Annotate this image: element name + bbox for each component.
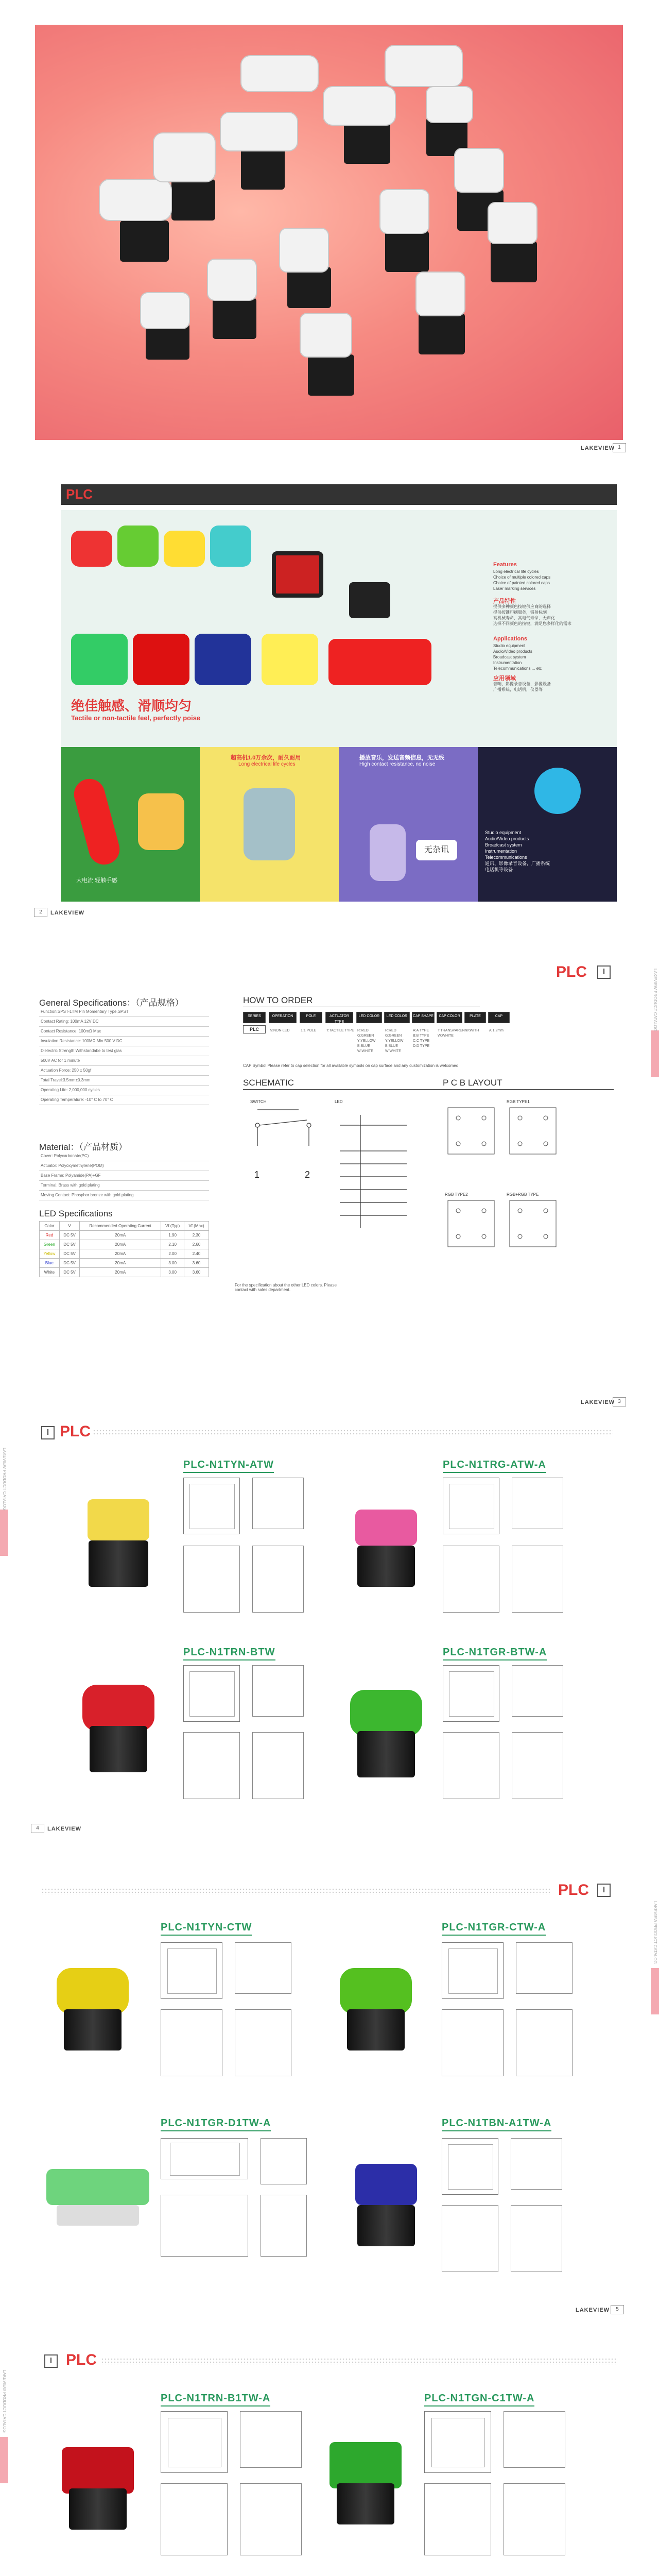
drawing-front-view [183, 1732, 240, 1799]
brand-logo: LAKEVIEW [576, 2307, 610, 2313]
how-col-series: SERIES [243, 1012, 266, 1023]
drawing-side-view [512, 1478, 563, 1529]
table-header: V [59, 1222, 80, 1231]
drawing-pin-view [252, 1732, 304, 1799]
apps-text: Studio equipment Audio/Video products Broadcast system Instrumentation Telecommunications ... etc [493, 643, 542, 671]
page6-dot-bar [101, 2358, 616, 2365]
table-row [39, 1065, 209, 1075]
table-row [40, 1259, 209, 1268]
spec-cell: Dielectric Strength:Withstandabe to test glas [39, 1046, 209, 1056]
side-text: LAKEVIEW PRODUCT CATALOG [653, 1901, 657, 1964]
drawing-top-view [442, 1942, 504, 1999]
table-row [40, 1249, 209, 1259]
panel-yellow [200, 747, 339, 902]
table-row [39, 1056, 209, 1065]
table-cell: DC 5V [59, 1240, 80, 1249]
drawing-front-view [442, 2009, 504, 2076]
features-text: Long electrical life cycles Choice of multiple colored caps Choice of painted colored caps Laser marking services [493, 569, 551, 591]
product-red-rect [328, 639, 431, 685]
drawing-pin-view [504, 2483, 565, 2555]
page-number: 4 [31, 1824, 44, 1833]
led-spec-table [39, 1221, 209, 1277]
apps-title: Applications [493, 636, 528, 642]
how-col-operation: OPERATION [269, 1012, 297, 1023]
general-spec-title: General Specifications：（产品规格） [39, 998, 184, 1008]
side-marker [0, 1510, 8, 1556]
product-green-cap [350, 1690, 422, 1736]
how-col-cap-shape: CAP SHAPE [412, 1012, 435, 1023]
table-row [39, 1190, 209, 1200]
drawing-pin-view [516, 2009, 573, 2076]
product-pink-cap [355, 1510, 417, 1546]
drawing-pin-view [261, 2195, 307, 2257]
cn-features-title: 产品特性 [493, 598, 516, 604]
page-number: 1 [613, 443, 626, 452]
product-red-cap [82, 1685, 154, 1731]
spec-cell: 500V AC for 1 minute [39, 1056, 209, 1065]
table-row [40, 1268, 209, 1277]
product-body [357, 1546, 415, 1587]
drawing-pin-view [512, 1732, 563, 1799]
product-green-cap [330, 2442, 402, 2488]
drawing-front-view [442, 2205, 498, 2272]
panel1-button [71, 775, 123, 868]
slogan-en: Tactile or non-tactile feel, perfectly poise [71, 714, 201, 722]
led-label: LED [335, 1099, 343, 1104]
spec-cell: Actuation Force: 250 ± 50gf [39, 1065, 209, 1075]
product-body [64, 2009, 122, 2050]
led-color-yellow: Yellow [40, 1249, 60, 1259]
material-cell: Moving Contact: Phosphor bronze with gold plating [39, 1190, 209, 1200]
how-value-cap-color: T:TRANSPARENT W:WHITE [438, 1029, 467, 1038]
model-title-4: PLC-N1TBN-A1TW-A [442, 2117, 551, 2131]
table-cell: 2.10 [161, 1240, 184, 1249]
spec-cell: Contact Rating: 100mA 12V DC [39, 1016, 209, 1026]
product-black-yellow-cap [349, 582, 390, 618]
how-col-cap: CAP [488, 1012, 510, 1023]
table-cell: 3.60 [184, 1259, 209, 1268]
drawing-side-view [235, 1942, 291, 1994]
drawing-pin-view [252, 1546, 304, 1613]
material-cell: Base Frame: Polyamide(PA)+GF [39, 1171, 209, 1180]
table-header: Vf (Typ) [161, 1222, 184, 1231]
page-4 [0, 1417, 659, 1870]
product-body [347, 2009, 405, 2050]
table-cell: 2.00 [161, 1249, 184, 1259]
model-title-2: PLC-N1TGN-C1TW-A [424, 2393, 534, 2406]
led-color-blue: Blue [40, 1259, 60, 1268]
table-cell: 2.40 [184, 1249, 209, 1259]
schematic-diagram [247, 1105, 422, 1239]
product-blue-square [195, 634, 251, 685]
table-cell: 3.60 [184, 1268, 209, 1277]
panel1-caption: 大电流 轻触手感 [76, 877, 118, 884]
hero-image [35, 25, 623, 440]
product-green-square [71, 634, 128, 685]
product-panel [61, 510, 617, 747]
how-value-led2: R:RED G:GREEN Y:YELLOW B:BLUE W:WHITE [385, 1029, 404, 1053]
cn-apps-title: 应用领域 [493, 675, 516, 682]
page-number: 2 [34, 908, 47, 917]
material-cell: Cover: Polycarbonate(PC) [39, 1151, 209, 1161]
product-body [69, 2488, 127, 2530]
drawing-front-view [161, 2195, 248, 2257]
model-title-3: PLC-N1TRN-BTW [183, 1647, 275, 1660]
table-header: Color [40, 1222, 60, 1231]
product-body [357, 1731, 415, 1777]
panel3-badge: 无杂讯 [416, 840, 457, 860]
material-title: Material：（产品材质） [39, 1142, 127, 1152]
schematic-pin-1: 1 [254, 1170, 260, 1180]
how-value-actuator: T:TACTILE TYPE [326, 1029, 354, 1032]
page4-plc-tag: PLC [60, 1423, 91, 1440]
led-spec-title: LED Specifications [39, 1209, 113, 1218]
drawing-top-view [161, 1942, 222, 1999]
table-row [40, 1231, 209, 1240]
side-text: LAKEVIEW PRODUCT CATALOG [2, 2370, 7, 2433]
table-row [39, 1151, 209, 1161]
drawing-top-view [161, 2138, 248, 2179]
side-marker [651, 1968, 659, 2014]
drawing-side-view [512, 1665, 563, 1717]
page-6 [0, 2329, 659, 2576]
page-5 [0, 1870, 659, 2329]
table-cell: 3.00 [161, 1268, 184, 1277]
panel3-caption-cn: 播放音乐，发送音频信息，无无线 [359, 755, 444, 761]
page4-dot-bar [93, 1429, 613, 1436]
product-teal-cap [210, 526, 251, 567]
drawing-pin-view [240, 2483, 302, 2555]
table-row [39, 1171, 209, 1180]
material-cell: Actuator: Polyoxymethylene(POM) [39, 1161, 209, 1171]
drawing-front-view [443, 1546, 499, 1613]
product-red-cap [71, 531, 112, 567]
spec-cell: Operating Temperature: -10° C to 70° C [39, 1095, 209, 1105]
table-row [39, 1095, 209, 1105]
panel-purple [339, 747, 478, 902]
drawing-pin-view [511, 2205, 562, 2272]
panel2-robot [244, 788, 295, 860]
material-table [39, 1151, 209, 1200]
how-note: CAP Symbol:Please refer to cap selection for all available symbols on cap surface and any customization is welcomed. [243, 1063, 460, 1068]
led-color-green: Green [40, 1240, 60, 1249]
table-row [39, 1036, 209, 1046]
table-cell: 20mA [80, 1259, 161, 1268]
drawing-top-view [424, 2411, 491, 2473]
side-marker [651, 1030, 659, 1077]
product-green-cap [340, 1968, 412, 2014]
table-cell: 1.90 [161, 1231, 184, 1240]
how-value-operation: N:NON-LED [270, 1029, 290, 1032]
drawing-front-view [424, 2483, 491, 2555]
drawing-side-view [516, 1942, 573, 1994]
table-header: Vf (Max) [184, 1222, 209, 1231]
product-yellow-cap [164, 531, 205, 567]
rgb-type3-label: RGB+RGB TYPE [507, 1192, 539, 1197]
table-cell: DC 5V [59, 1259, 80, 1268]
how-value-cap-shape: A:A TYPE B:B TYPE C:C TYPE D:D TYPE [413, 1029, 430, 1048]
how-value-pole: 1:1 POLE [301, 1029, 317, 1032]
schematic-title: SCHEMATIC [243, 1078, 294, 1088]
how-col-led-color-2: LED COLOR [384, 1012, 410, 1023]
how-value-led1: R:RED G:GREEN Y:YELLOW B:BLUE W:WHITE [357, 1029, 376, 1053]
spec-cell: Insulation Resistance: 100MΩ Min 500 V DC [39, 1036, 209, 1046]
page-number: 3 [613, 1397, 626, 1406]
product-body [357, 2205, 415, 2246]
how-value-plate: W:WITH [465, 1029, 479, 1032]
model-title-3: PLC-N1TGR-D1TW-A [161, 2117, 271, 2131]
spec-cell: Function:SPST-1TM Pin Momentary Type,SPST [39, 1007, 209, 1016]
page-number: 5 [611, 2305, 624, 2314]
side-marker [0, 2437, 8, 2483]
panel-dark [478, 747, 617, 902]
drawing-side-view [252, 1478, 304, 1529]
panel2-caption-en: Long electrical life cycles [238, 761, 296, 767]
page5-dot-bar [41, 1888, 551, 1895]
model-title-4: PLC-N1TGR-BTW-A [443, 1647, 547, 1660]
table-row [39, 1016, 209, 1026]
how-col-pole: POLE [300, 1012, 322, 1023]
table-row [39, 1161, 209, 1171]
model-title-2: PLC-N1TGR-CTW-A [442, 1922, 546, 1936]
drawing-top-view [443, 1478, 499, 1534]
page5-plc-tag: PLC [558, 1882, 589, 1899]
drawing-front-view [183, 1546, 240, 1613]
table-row [40, 1240, 209, 1249]
drawing-front-view [443, 1732, 499, 1799]
page2-plc-label: PLC [66, 486, 93, 502]
led-note: For the specification about the other LED colors. Please contact with sales department. [235, 1283, 337, 1292]
page6-plc-tag: PLC [66, 2351, 97, 2368]
drawing-top-view [161, 2411, 228, 2473]
spec-cell: Contact Resistance: 100mΩ Max [39, 1026, 209, 1036]
panel4-text: Studio equipment Audio/Video products Broadcast system Instrumentation Telecommunications 通讯、影像录音设备，广播系统 电话机等设备 [485, 830, 550, 872]
pcb-layout-diagram [443, 1097, 613, 1273]
material-cell: Terminal: Brass with gold plating [39, 1180, 209, 1190]
panel3-caption-en: High contact resistance, no noise [359, 761, 436, 767]
table-row [39, 1007, 209, 1016]
table-row [39, 1046, 209, 1056]
how-to-order-title: HOW TO ORDER [243, 995, 313, 1005]
how-col-actuator: ACTUATOR TYPE [325, 1012, 353, 1023]
how-col-led-color-1: LED COLOR [356, 1012, 382, 1023]
product-black-red-cap [272, 551, 323, 598]
schematic-underline [243, 1089, 614, 1090]
product-red-cap [62, 2447, 134, 2494]
panel2-caption-cn: 超高机1.0万余次，耐久耐用 [231, 755, 301, 761]
drawing-side-view [252, 1665, 304, 1717]
page2-header-bar [61, 484, 617, 505]
product-body [337, 2483, 394, 2524]
product-blue-cap [355, 2164, 417, 2205]
cn-features-text: 提供多种颜色按键供应商的选择 提供按键印刷服务，镭射标刻 高机械寿命，高电气寿命，无声化 选择不同颜色的按键，满足您多样化的需求 [493, 604, 571, 626]
table-cell: DC 5V [59, 1268, 80, 1277]
pcb-title: P C B LAYOUT [443, 1078, 502, 1088]
table-cell: 20mA [80, 1268, 161, 1277]
spec-cell: Total Travel:3.5mm±0.3mm [39, 1075, 209, 1085]
drawing-side-view [511, 2138, 562, 2190]
spec-cell: Operating Life: 2,000,000 cycles [39, 1085, 209, 1095]
table-cell: DC 5V [59, 1249, 80, 1259]
slogan-cn: 绝佳触感、滑顺均匀 [71, 698, 192, 714]
table-row [39, 1075, 209, 1085]
page5-plc-box: I [597, 1884, 611, 1897]
model-title-1: PLC-N1TYN-ATW [183, 1459, 274, 1473]
product-green-cap [117, 526, 159, 567]
side-text: LAKEVIEW PRODUCT CATALOG [2, 1448, 7, 1511]
table-cell: 20mA [80, 1240, 161, 1249]
page3-plc-box: I [597, 965, 611, 979]
model-title-1: PLC-N1TYN-CTW [161, 1922, 252, 1936]
model-title-1: PLC-N1TRN-B1TW-A [161, 2393, 270, 2406]
page3-plc-tag: PLC [556, 963, 587, 980]
table-cell: 20mA [80, 1249, 161, 1259]
general-spec-table [39, 1007, 209, 1105]
panel4-circle [534, 768, 581, 814]
side-text: LAKEVIEW PRODUCT CATALOG [653, 969, 657, 1031]
drawing-pin-view [512, 1546, 563, 1613]
panel3-robot [370, 824, 406, 881]
table-row [39, 1026, 209, 1036]
drawing-top-view [183, 1665, 240, 1722]
product-yellow-cap [57, 1968, 129, 2014]
product-body [90, 1726, 147, 1772]
rgb-type2-label: RGB TYPE2 [445, 1192, 468, 1197]
brand-logo: LAKEVIEW [581, 445, 615, 451]
drawing-side-view [504, 2411, 565, 2468]
drawing-front-view [161, 2483, 228, 2555]
product-yellow-square [262, 634, 318, 685]
switch-label: SWITCH [250, 1099, 267, 1104]
page-3 [0, 953, 659, 1417]
product-red-square [133, 634, 189, 685]
table-row [39, 1180, 209, 1190]
cn-apps-text: 音响、影像录音设备，影像设备 广播系统，电话机，仪器等 [493, 682, 551, 692]
brand-logo: LAKEVIEW [581, 1399, 615, 1405]
table-header-row [40, 1222, 209, 1231]
drawing-side-view [240, 2411, 302, 2468]
drawing-top-view [183, 1478, 240, 1534]
led-color-red: Red [40, 1231, 60, 1240]
panel1-robot [138, 793, 184, 850]
drawing-top-view [443, 1665, 499, 1722]
product-body [57, 2205, 139, 2226]
table-cell: 2.60 [184, 1240, 209, 1249]
product-body [89, 1540, 148, 1587]
product-green-rect [46, 2169, 149, 2205]
page-1 [0, 0, 659, 479]
table-cell: 3.00 [161, 1259, 184, 1268]
brand-logo: LAKEVIEW [47, 1826, 82, 1832]
drawing-pin-view [235, 2009, 291, 2076]
brand-logo: LAKEVIEW [50, 910, 85, 916]
page-2 [0, 479, 659, 953]
led-color-white: White [40, 1268, 60, 1277]
model-title-2: PLC-N1TRG-ATW-A [443, 1459, 546, 1473]
how-series-value: PLC [243, 1025, 266, 1033]
how-col-cap-color: CAP COLOR [437, 1012, 462, 1023]
how-col-plate: PLATE [464, 1012, 486, 1023]
table-cell: 20mA [80, 1231, 161, 1240]
table-cell: 2.30 [184, 1231, 209, 1240]
page6-plc-box: I [44, 2354, 58, 2368]
drawing-front-view [161, 2009, 222, 2076]
features-title: Features [493, 562, 517, 568]
table-row [39, 1085, 209, 1095]
page4-plc-box: I [41, 1426, 55, 1439]
drawing-top-view [442, 2138, 498, 2195]
how-value-cap: A:1.2mm [489, 1029, 504, 1032]
rgb-type1-label: RGB TYPE1 [507, 1099, 530, 1104]
table-header: Recommended Operating Current [80, 1222, 161, 1231]
table-cell: DC 5V [59, 1231, 80, 1240]
panel-green [61, 747, 200, 902]
schematic-pin-2: 2 [305, 1170, 310, 1180]
drawing-side-view [261, 2138, 307, 2184]
product-yellow-cap [88, 1499, 149, 1540]
